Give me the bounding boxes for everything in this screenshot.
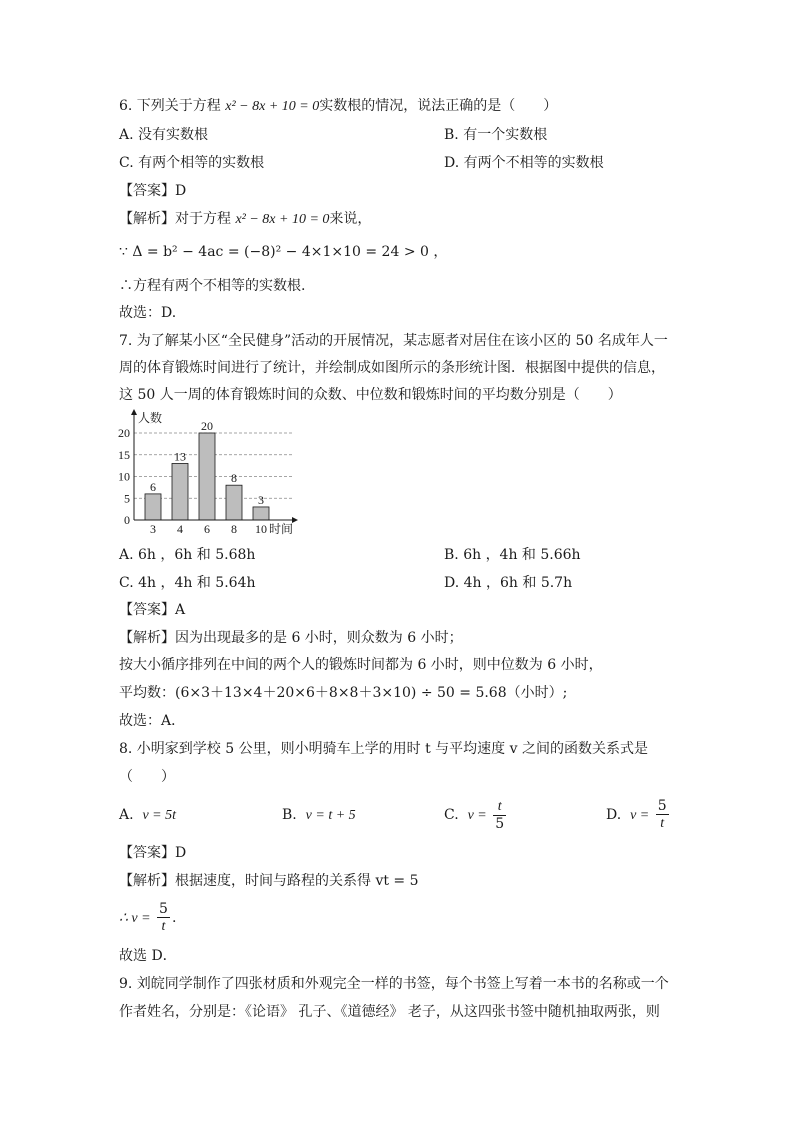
q9-stem-1: 9. 刘皖同学制作了四张材质和外观完全一样的书签，每个书签上写着一本书的名称或一个 <box>119 976 669 992</box>
x-tick-label-6: 6 <box>204 522 210 536</box>
q8-option-c-fraction: $\frac{t}{5}$ <box>495 799 505 832</box>
q6-option-b: B. 有一个实数根 <box>444 127 548 143</box>
q6-option-c: C. 有两个相等的实数根 <box>119 155 265 171</box>
q8-stem-2: （ ） <box>119 769 175 785</box>
q6-equation: x² − 8x + 10 = 0 <box>225 99 320 114</box>
q6-selection: 故选：D. <box>119 305 177 321</box>
q9-stem-2: 作者姓名，分别是：《论语》 孔子、《道德经》 老子，从这四张书签中随机抽取两张，则 <box>119 1004 660 1020</box>
q7-answer: 【答案】A <box>119 602 186 618</box>
bar-6 <box>199 433 215 520</box>
q8-option-d: D. v = $\frac{5}{t}$ <box>606 798 667 831</box>
bar-value-label-4: 13 <box>174 449 186 464</box>
bar-value-label-10: 3 <box>258 492 264 507</box>
q8-answer: 【答案】D <box>119 845 187 861</box>
q8-option-d-fraction: $\frac{5}{t}$ <box>657 798 667 831</box>
q8-option-b: B. v = t + 5 <box>282 807 356 823</box>
q6-option-a: A. 没有实数根 <box>119 127 209 143</box>
bar-value-label-8: 8 <box>231 471 237 486</box>
q7-option-a: A. 6h ，6h 和 5.68h <box>119 547 256 563</box>
y-tick-label-5: 5 <box>124 491 130 506</box>
bar-value-label-6: 20 <box>201 419 213 433</box>
q7-selection: 故选：A． <box>119 713 186 729</box>
q8-explanation-1: 【解析】根据速度，时间与路程的关系得 vt = 5 <box>119 873 419 889</box>
q8-explanation-fraction: $\frac{5}{t}$ <box>159 901 168 934</box>
y-axis-arrow <box>131 409 137 415</box>
q8-stem-1: 8. 小明家到学校 5 公里，则小明骑车上学的用时 t 与平均速度 v 之间的函数关系式是 <box>119 741 648 757</box>
q8-option-a: A. v = 5t <box>119 807 177 823</box>
q8-explanation-2: ∴ v = $\frac{5}{t}$ . <box>119 901 177 934</box>
q7-explanation-3: 平均数：(6×3＋13×4＋20×6＋8×8＋3×10) ÷ 50 = 5.68（小时）; <box>119 685 568 701</box>
q7-option-c: C. 4h ，4h 和 5.64h <box>119 575 256 591</box>
y-tick-label-15: 15 <box>118 447 130 462</box>
q8-option-c: C. v = $\frac{t}{5}$ <box>444 799 505 832</box>
q7-option-b: B. 6h ，4h 和 5.66h <box>444 547 581 563</box>
q6-option-d: D. 有两个不相等的实数根 <box>444 155 604 171</box>
q8-selection: 故选 D． <box>119 948 177 964</box>
q7-stem-1: 7. 为了解某小区“全民健身”活动的开展情况，某志愿者对居住在该小区的 50 名成年人一 <box>119 333 668 349</box>
bar-10 <box>253 507 269 520</box>
x-tick-label-8: 8 <box>231 522 237 536</box>
q7-option-d: D. 4h ，6h 和 5.7h <box>444 575 573 591</box>
q7-stem-2: 周的体育锻炼时间进行了统计，并绘制成如图所示的条形统计图．根据图中提供的信息， <box>119 360 665 376</box>
y-tick-label-10: 10 <box>118 469 130 484</box>
q6-stem: 6. 下列关于方程 x² − 8x + 10 = 0实数根的情况，说法正确的是（ ） <box>119 98 558 114</box>
q6-explanation-1: 【解析】对于方程 x² − 8x + 10 = 0来说， <box>119 211 372 227</box>
bar-chart <box>116 408 306 536</box>
q6-explanation-3: ∴方程有两个不相等的实数根. <box>119 278 306 294</box>
bar-8 <box>226 485 242 520</box>
x-tick-label-4: 4 <box>177 522 183 536</box>
y-tick-label-20: 20 <box>118 426 130 440</box>
x-tick-label-3: 3 <box>150 522 156 536</box>
x-tick-label-10: 10 <box>255 522 267 536</box>
bar-3 <box>145 494 161 520</box>
bar-4 <box>172 463 188 520</box>
q7-explanation-2: 按大小循序排列在中间的两个人的锻炼时间都为 6 小时，则中位数为 6 小时， <box>119 657 603 673</box>
q6-explanation-2: ∵ Δ = b² − 4ac = (−8)² − 4×1×10 = 24 > 0 ， <box>119 244 448 260</box>
x-axis-label: 时间 <box>269 522 294 536</box>
q6-answer: 【答案】D <box>119 183 187 199</box>
y-tick-label-0: 0 <box>124 513 130 527</box>
y-axis-label: 人数 <box>138 411 163 425</box>
q7-explanation-1: 【解析】因为出现最多的是 6 小时，则众数为 6 小时； <box>119 630 463 646</box>
q7-stem-3: 这 50 人一周的体育锻炼时间的众数、中位数和锻炼时间的平均数分别是（ ） <box>119 387 622 403</box>
bar-value-label-3: 6 <box>150 479 156 494</box>
